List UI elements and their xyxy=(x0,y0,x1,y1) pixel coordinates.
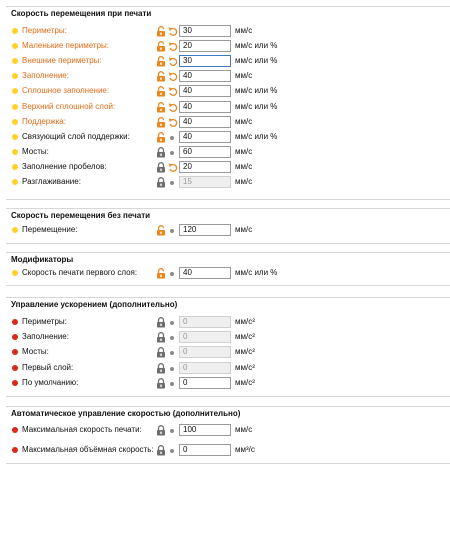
setting-label: Периметры: xyxy=(22,317,67,326)
setting-row xyxy=(6,85,450,98)
unlocked-padlock-icon[interactable] xyxy=(156,56,166,67)
value-input-разглаживание: 15 xyxy=(179,176,231,188)
locked-padlock-icon[interactable] xyxy=(156,177,166,188)
settings-group-3 xyxy=(6,252,450,286)
unit-label: мм/с или % xyxy=(235,102,278,111)
setting-row xyxy=(6,55,450,68)
setting-label: Поддержка: xyxy=(22,117,66,126)
value-input-верхний-сплошной-слой[interactable]: 40 xyxy=(179,101,231,113)
setting-row xyxy=(6,161,450,174)
setting-label: Внешние периметры: xyxy=(22,56,102,65)
unlocked-padlock-icon[interactable] xyxy=(156,102,166,113)
value-input-периметры: 0 xyxy=(179,316,231,328)
setting-row xyxy=(6,267,450,280)
setting-row xyxy=(6,377,450,390)
unit-label: мм/с или % xyxy=(235,132,278,141)
setting-label: Заполнение: xyxy=(22,71,69,80)
value-input-периметры[interactable]: 30 xyxy=(179,25,231,37)
system-value-bullet-icon xyxy=(170,151,174,155)
setting-row xyxy=(6,176,450,189)
advanced-mode-dot-icon xyxy=(12,227,18,233)
value-input-внешние-периметры[interactable]: 30 xyxy=(179,55,231,67)
advanced-mode-dot-icon xyxy=(12,164,18,170)
advanced-mode-dot-icon xyxy=(12,104,18,110)
setting-label: Заполнение: xyxy=(22,332,69,341)
system-value-bullet-icon xyxy=(170,272,174,276)
value-input-поддержка[interactable]: 40 xyxy=(179,116,231,128)
locked-padlock-icon[interactable] xyxy=(156,317,166,328)
locked-padlock-icon[interactable] xyxy=(156,445,166,456)
setting-label: Маленькие периметры: xyxy=(22,41,110,50)
undo-arrow-icon[interactable] xyxy=(168,117,178,128)
setting-label: Заполнение пробелов: xyxy=(22,162,107,171)
setting-label: Максимальная объёмная скорость: xyxy=(22,445,154,454)
undo-arrow-icon[interactable] xyxy=(168,102,178,113)
system-value-bullet-icon xyxy=(170,351,174,355)
undo-arrow-icon[interactable] xyxy=(168,86,178,97)
settings-group-4 xyxy=(6,297,450,397)
setting-row xyxy=(6,444,450,457)
system-value-bullet-icon xyxy=(170,181,174,185)
system-value-bullet-icon xyxy=(170,336,174,340)
locked-padlock-icon[interactable] xyxy=(156,332,166,343)
advanced-mode-dot-icon xyxy=(12,88,18,94)
advanced-mode-dot-icon xyxy=(12,28,18,34)
expert-mode-dot-icon xyxy=(12,365,18,371)
expert-mode-dot-icon xyxy=(12,447,18,453)
value-input-связующий-слой-поддержки[interactable]: 40 xyxy=(179,131,231,143)
group-title: Скорость перемещения при печати xyxy=(11,9,152,18)
unlocked-padlock-icon[interactable] xyxy=(156,132,166,143)
setting-label: Связующий слой поддержки: xyxy=(22,132,130,141)
advanced-mode-dot-icon xyxy=(12,270,18,276)
group-title: Управление ускорением (дополнительно) xyxy=(11,300,178,309)
value-input-заполнение-пробелов[interactable]: 20 xyxy=(179,161,231,173)
setting-label: Скорость печати первого слоя: xyxy=(22,268,138,277)
unit-label: мм/с xyxy=(235,71,253,80)
value-input-скорость-печати-первого-слоя[interactable]: 40 xyxy=(179,267,231,279)
settings-group-2 xyxy=(6,208,450,244)
undo-arrow-icon[interactable] xyxy=(168,41,178,52)
group-title: Модификаторы xyxy=(11,255,74,264)
setting-row xyxy=(6,40,450,53)
unit-label: мм/с xyxy=(235,177,253,186)
unit-label: мм/с xyxy=(235,162,253,171)
expert-mode-dot-icon xyxy=(12,427,18,433)
unlocked-padlock-icon[interactable] xyxy=(156,26,166,37)
locked-padlock-icon[interactable] xyxy=(156,378,166,389)
advanced-mode-dot-icon xyxy=(12,149,18,155)
group-title: Скорость перемещения без печати xyxy=(11,211,151,220)
setting-row xyxy=(6,424,450,437)
setting-row xyxy=(6,316,450,329)
unit-label: мм/с или % xyxy=(235,86,278,95)
unlocked-padlock-icon[interactable] xyxy=(156,268,166,279)
setting-label: Максимальная скорость печати: xyxy=(22,425,142,434)
unlocked-padlock-icon[interactable] xyxy=(156,225,166,236)
value-input-заполнение: 0 xyxy=(179,331,231,343)
undo-arrow-icon[interactable] xyxy=(168,162,178,173)
setting-label: Мосты: xyxy=(22,347,49,356)
unit-label: мм/с² xyxy=(235,378,255,387)
setting-label: Разглаживание: xyxy=(22,177,81,186)
group-title: Автоматическое управление скоростью (дополнительно) xyxy=(11,409,241,418)
system-value-bullet-icon xyxy=(170,136,174,140)
unit-label: мм/с xyxy=(235,225,253,234)
locked-padlock-icon[interactable] xyxy=(156,347,166,358)
setting-label: Сплошное заполнение: xyxy=(22,86,110,95)
setting-label: По умолчанию: xyxy=(22,378,79,387)
setting-label: Верхний сплошной слой: xyxy=(22,102,116,111)
expert-mode-dot-icon xyxy=(12,334,18,340)
value-input-максимальная-скорость-печати[interactable]: 100 xyxy=(179,424,231,436)
value-input-мосты[interactable]: 60 xyxy=(179,146,231,158)
value-input-первый-слой: 0 xyxy=(179,362,231,374)
setting-row xyxy=(6,146,450,159)
advanced-mode-dot-icon xyxy=(12,43,18,49)
setting-label: Мосты: xyxy=(22,147,49,156)
value-input-перемещение[interactable]: 120 xyxy=(179,224,231,236)
undo-arrow-icon[interactable] xyxy=(168,71,178,82)
settings-group-1 xyxy=(6,6,450,200)
unit-label: мм/с xyxy=(235,147,253,156)
system-value-bullet-icon xyxy=(170,382,174,386)
setting-row xyxy=(6,224,450,237)
setting-row xyxy=(6,346,450,359)
setting-row xyxy=(6,25,450,38)
unit-label: мм/с xyxy=(235,117,253,126)
expert-mode-dot-icon xyxy=(12,349,18,355)
unit-label: мм/с или % xyxy=(235,56,278,65)
setting-row xyxy=(6,116,450,129)
unlocked-padlock-icon[interactable] xyxy=(156,86,166,97)
advanced-mode-dot-icon xyxy=(12,134,18,140)
locked-padlock-icon[interactable] xyxy=(156,425,166,436)
advanced-mode-dot-icon xyxy=(12,119,18,125)
unit-label: мм³/с xyxy=(235,445,255,454)
system-value-bullet-icon xyxy=(170,229,174,233)
setting-row xyxy=(6,331,450,344)
undo-arrow-icon[interactable] xyxy=(168,26,178,37)
setting-label: Первый слой: xyxy=(22,363,74,372)
value-input-по-умолчанию[interactable]: 0 xyxy=(179,377,231,389)
unit-label: мм/с или % xyxy=(235,268,278,277)
value-input-заполнение[interactable]: 40 xyxy=(179,70,231,82)
setting-row xyxy=(6,101,450,114)
advanced-mode-dot-icon xyxy=(12,73,18,79)
unit-label: мм/с² xyxy=(235,332,255,341)
unit-label: мм/с² xyxy=(235,347,255,356)
unit-label: мм/с или % xyxy=(235,41,278,50)
unit-label: мм/с xyxy=(235,425,253,434)
unit-label: мм/с xyxy=(235,26,253,35)
undo-arrow-icon[interactable] xyxy=(168,56,178,67)
settings-group-5 xyxy=(6,406,450,464)
value-input-мосты: 0 xyxy=(179,346,231,358)
unlocked-padlock-icon[interactable] xyxy=(156,71,166,82)
value-input-сплошное-заполнение[interactable]: 40 xyxy=(179,85,231,97)
locked-padlock-icon[interactable] xyxy=(156,363,166,374)
system-value-bullet-icon xyxy=(170,429,174,433)
unit-label: мм/с² xyxy=(235,317,255,326)
setting-label: Перемещение: xyxy=(22,225,78,234)
setting-row xyxy=(6,362,450,375)
expert-mode-dot-icon xyxy=(12,319,18,325)
locked-padlock-icon[interactable] xyxy=(156,162,166,173)
expert-mode-dot-icon xyxy=(12,380,18,386)
unlocked-padlock-icon[interactable] xyxy=(156,117,166,128)
setting-row xyxy=(6,70,450,83)
system-value-bullet-icon xyxy=(170,321,174,325)
system-value-bullet-icon xyxy=(170,367,174,371)
locked-padlock-icon[interactable] xyxy=(156,147,166,158)
value-input-максимальная-объёмная-скорость[interactable]: 0 xyxy=(179,444,231,456)
unit-label: мм/с² xyxy=(235,363,255,372)
value-input-маленькие-периметры[interactable]: 20 xyxy=(179,40,231,52)
advanced-mode-dot-icon xyxy=(12,179,18,185)
unlocked-padlock-icon[interactable] xyxy=(156,41,166,52)
advanced-mode-dot-icon xyxy=(12,58,18,64)
setting-label: Периметры: xyxy=(22,26,67,35)
system-value-bullet-icon xyxy=(170,449,174,453)
setting-row xyxy=(6,131,450,144)
